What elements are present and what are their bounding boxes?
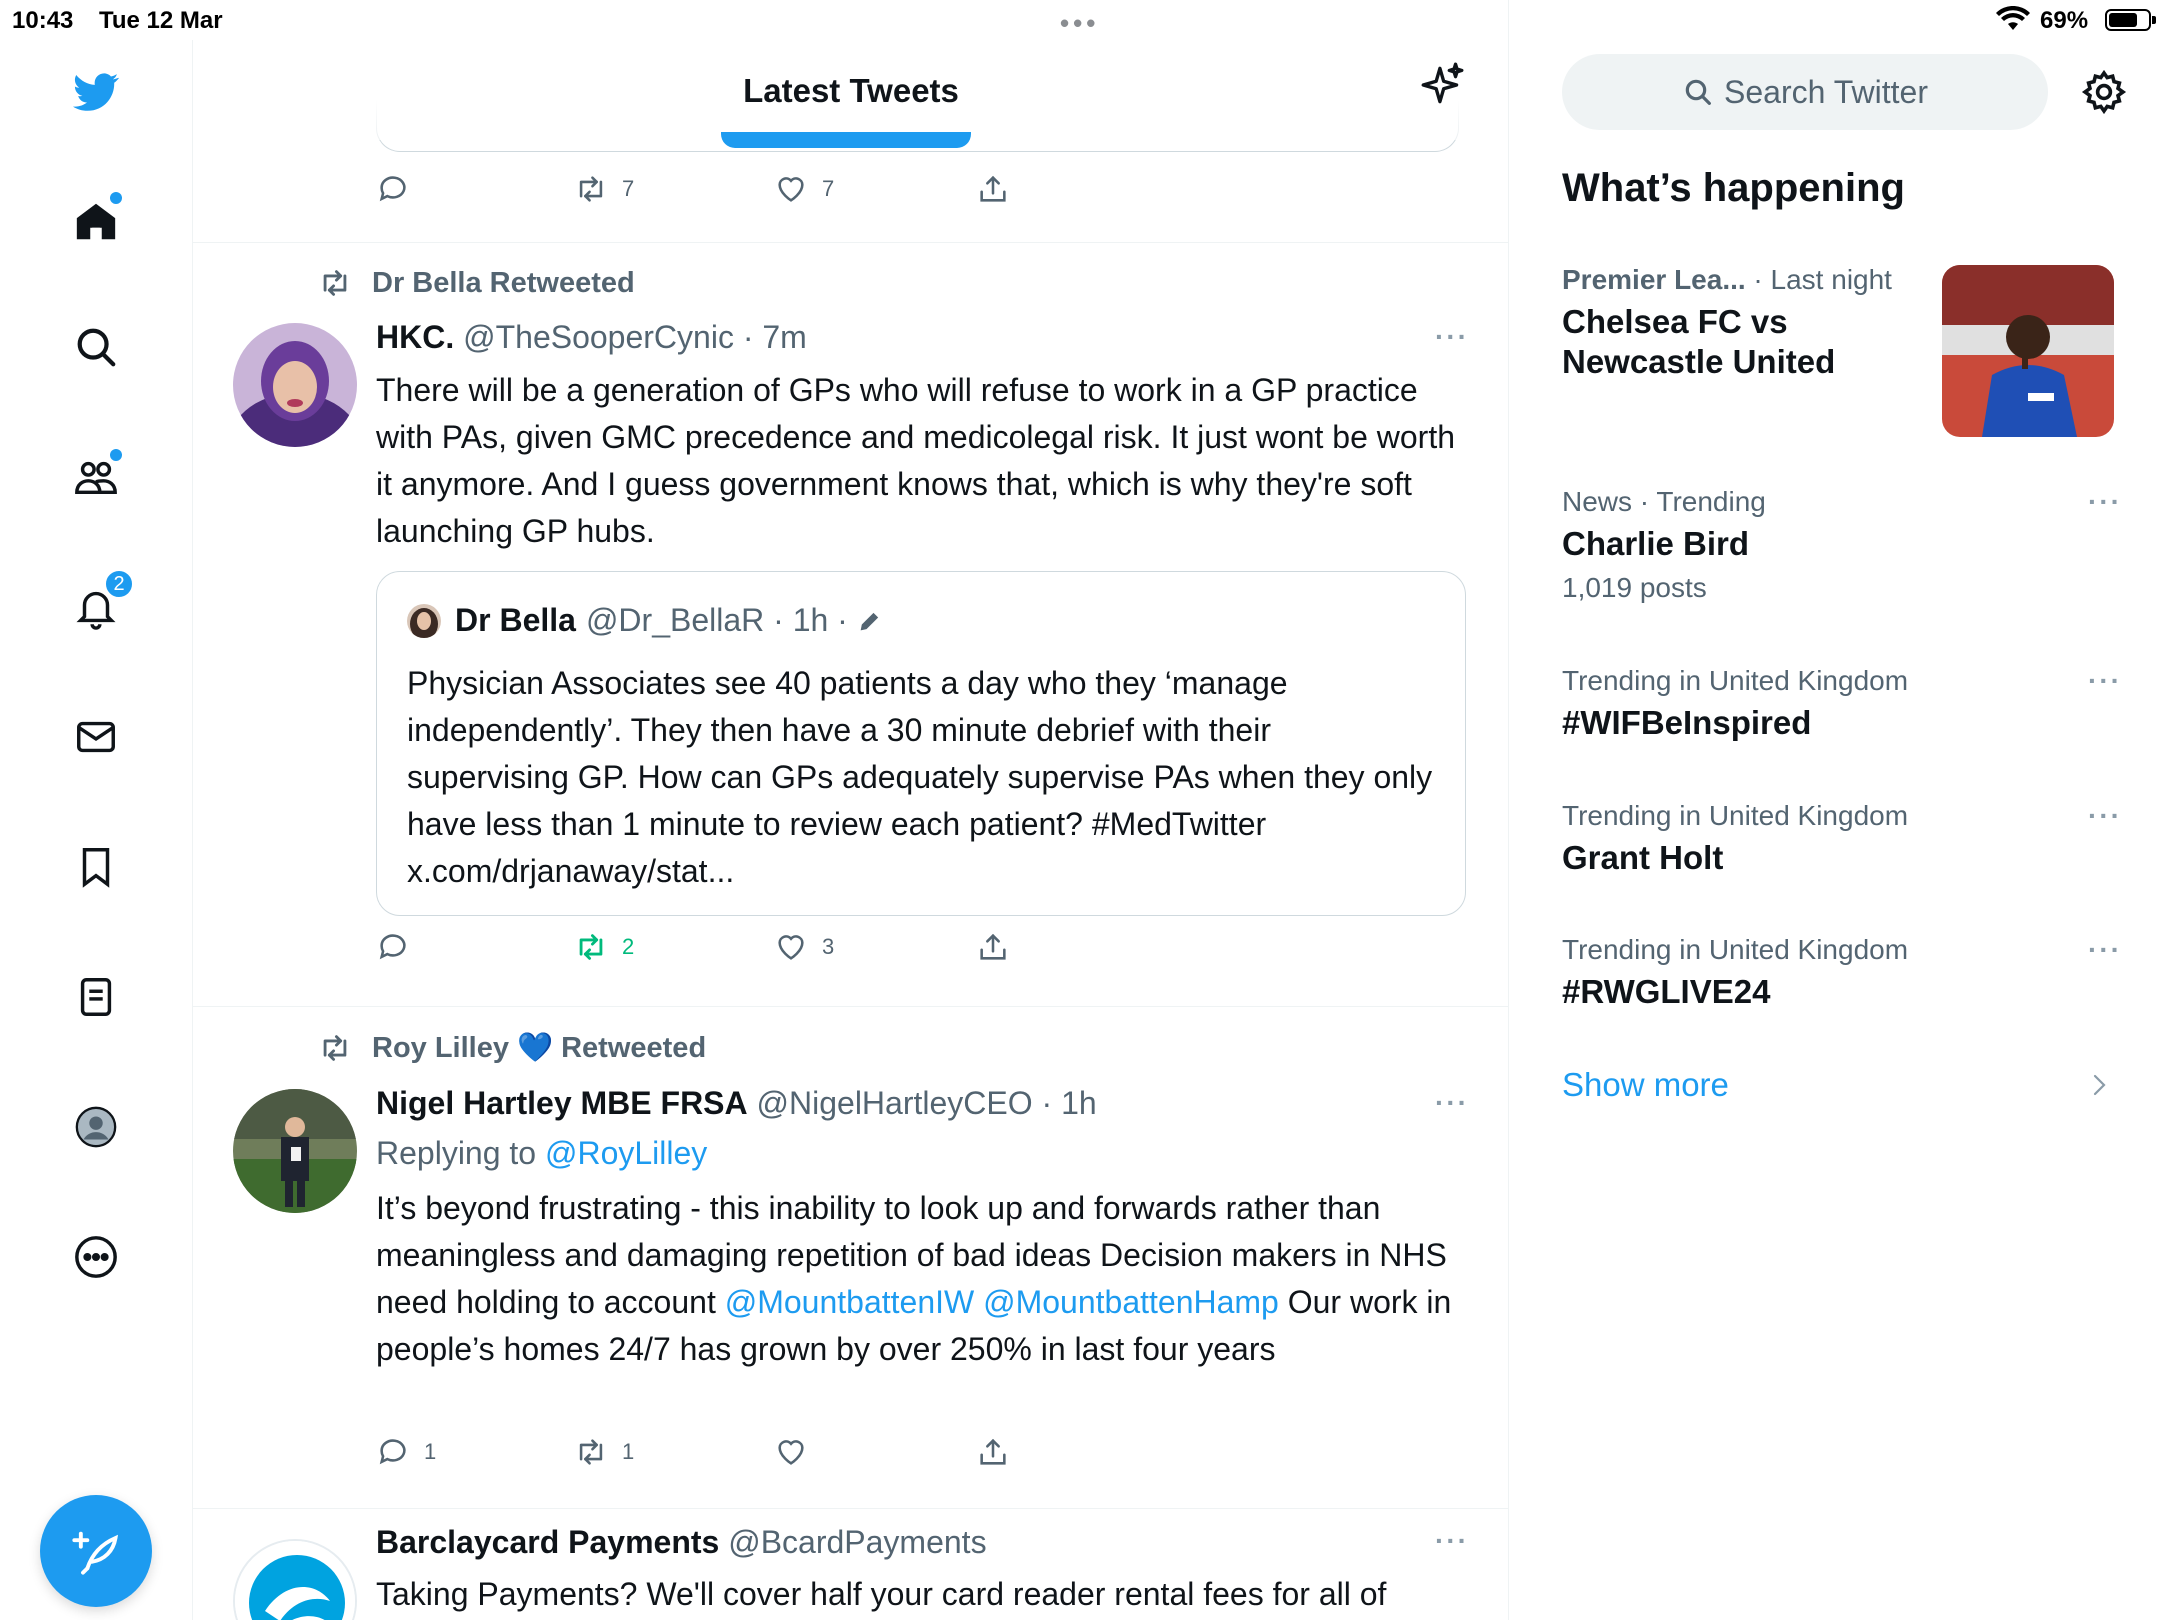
retweet-icon [316,266,354,300]
author-name[interactable]: HKC. [376,319,455,355]
reply-icon [376,930,410,964]
author-handle: @NigelHartleyCEO · 1h [756,1085,1097,1121]
status-date: Tue 12 Mar [99,7,223,34]
search-icon[interactable] [64,315,128,379]
settings-gear-icon[interactable] [2080,68,2128,116]
messages-icon[interactable] [64,705,128,769]
blue-heart-emoji: 💙 [517,1032,554,1064]
notifications-icon[interactable] [64,572,128,639]
retweet-icon [574,1435,608,1469]
reply-button[interactable] [376,930,424,964]
share-button[interactable] [976,1435,1024,1469]
search-icon [1682,76,1714,108]
more-icon[interactable]: ··· [2088,934,2122,965]
more-options-icon[interactable] [64,1225,128,1289]
timeline[interactable] [193,0,1509,1620]
trend-category: Premier Lea... [1562,264,1746,295]
quoted-tweet-header [407,602,884,639]
replying-to-link[interactable]: @RoyLilley [544,1135,708,1171]
trend-item[interactable] [1562,264,1932,382]
home-unread-dot [110,192,122,204]
trend-meta: Trending in United Kingdom [1562,934,1909,965]
trend-time: · Last night [1745,264,1892,295]
mention-link[interactable]: @MountbattenHamp [983,1284,1279,1320]
more-icon[interactable]: ··· [1435,321,1469,352]
trend-post-count: 1,019 posts [1562,572,1707,603]
notifications-badge: 2 [104,569,134,599]
trend-meta: Trending in United Kingdom [1562,665,1909,696]
compose-tweet-button[interactable] [40,1495,152,1607]
share-button[interactable] [976,930,1024,964]
wifi-icon [1995,6,2031,32]
avatar[interactable] [233,1539,357,1620]
trend-topic: #WIFBeInspired [1562,704,1812,741]
quoted-author-handle: @Dr_BellaR · 1h · [585,602,848,638]
retweeted-by-name[interactable]: Roy Lilley [372,1031,509,1064]
bookmarks-icon[interactable] [64,835,128,899]
profile-avatar-icon[interactable] [64,1095,128,1159]
show-more-link[interactable]: Show more [1562,1066,1729,1103]
chevron-right-icon[interactable] [2088,1070,2112,1100]
reply-button[interactable] [376,172,424,206]
retweeted-by-label: Dr Bella Retweeted [372,266,635,299]
author-name[interactable]: Nigel Hartley MBE FRSA [376,1085,748,1121]
like-count: 3 [822,934,835,959]
search-bar[interactable] [1562,54,2048,130]
tweet-header [376,319,807,356]
mention-link[interactable]: @MountbattenIW [724,1284,975,1320]
retweet-button[interactable] [574,1435,634,1469]
quoted-avatar[interactable] [407,604,441,638]
quoted-tweet[interactable] [376,571,1466,916]
previous-tweet-actions [376,172,1076,212]
heart-icon [774,930,808,964]
like-button[interactable] [774,172,834,206]
more-icon[interactable]: ··· [2088,665,2122,696]
page-title: Latest Tweets [743,72,959,109]
quoted-tweet-text: Physician Associates see 40 patients a day who they ‘manage independently’. They then have a 30 minute debrief with their supervising GP. How can GPs adequately supervise PAs when they only have less than 1 minute to review each patient? #MedTwitter x.com/drjanaway/stat... [407,665,1433,889]
whats-happening-title: What’s happening [1562,166,1905,210]
more-icon[interactable]: ··· [1435,1087,1469,1118]
replying-to-prefix: Replying to [376,1135,545,1171]
timeline-header [193,40,1509,140]
tweet-header [376,1524,987,1561]
retweet-icon [574,172,608,206]
retweet-count: 1 [622,1439,635,1464]
tweet-text: Taking Payments? We'll cover half your card reader rental fees for all of [376,1576,1387,1612]
twitter-logo-icon[interactable] [64,60,128,124]
sparkle-icon[interactable] [1417,60,1467,110]
trend-meta [1562,264,1932,296]
side-navigation [0,40,193,1620]
compose-feather-icon [70,1525,122,1577]
trend-thumbnail[interactable] [1942,265,2114,437]
share-button[interactable] [976,172,1024,206]
trend-meta: Trending in United Kingdom [1562,800,1909,831]
reply-icon [376,172,410,206]
tweet-header [376,1085,1097,1122]
more-icon[interactable]: ··· [2088,800,2122,831]
trend-topic: #RWGLIVE24 [1562,973,1771,1010]
trend-topic: Charlie Bird [1562,525,1750,562]
heart-icon [774,1435,808,1469]
tweet-text-part: It’s beyond frustrating - this inability to look up and forwards rather than meaningless and damaging repetition of bad ideas Decision makers in NHS need holding to account [376,1190,1447,1320]
home-icon[interactable] [64,190,128,254]
reply-count: 1 [424,1439,437,1464]
reply-button[interactable] [376,1435,436,1469]
share-icon [976,930,1010,964]
more-icon[interactable]: ··· [2088,486,2122,517]
avatar[interactable] [233,323,357,447]
author-handle: @TheSooperCynic · 7m [463,319,807,355]
retweet-button[interactable] [574,930,634,964]
tweet-text [376,1185,1466,1373]
more-icon[interactable]: ··· [1435,1525,1469,1556]
share-icon [976,1435,1010,1469]
communities-unread-dot [110,449,122,461]
trend-item[interactable] [1562,665,2122,743]
communities-icon[interactable] [64,445,128,509]
avatar[interactable] [233,1089,357,1213]
like-button[interactable] [774,1435,822,1469]
battery-percentage: 69% [2040,7,2089,34]
heart-icon [774,172,808,206]
retweet-count: 2 [622,934,635,959]
search-placeholder: Search Twitter [1724,73,1928,110]
quoted-author-name[interactable]: Dr Bella [455,602,576,638]
author-handle: @BcardPayments [728,1524,987,1560]
tweet-text-part: Our work in people’s homes 24/7 has grown by over 250% in last four years [376,1284,1452,1367]
edit-pencil-icon [856,607,884,635]
retweet-icon [316,1031,354,1065]
trend-item[interactable] [1562,934,2122,1012]
tweet-actions [376,930,1076,970]
share-icon [976,172,1010,206]
tweet-card[interactable] [193,243,1509,1003]
retweeted-by-line [316,1031,706,1065]
tweet-card[interactable] [193,1509,1509,1620]
status-time: 10:43 [12,7,74,34]
retweet-button[interactable] [574,172,634,206]
retweeted-by-line [316,266,635,300]
trend-topic: Chelsea FC vs Newcastle United [1562,303,1836,380]
retweet-icon [574,930,608,964]
trend-topic: Grant Holt [1562,839,1724,876]
reply-icon [376,1435,410,1469]
trend-item[interactable] [1562,486,2122,604]
retweet-count: 7 [622,176,635,201]
right-sidebar [1510,40,2160,1620]
retweeted-label: Retweeted [561,1031,707,1064]
new-tweets-pill[interactable] [721,132,971,148]
tweet-text: There will be a generation of GPs who will refuse to work in a GP practice with PAs, given GMC precedence and medicolegal risk. It just wont be worth it anymore. And I guess government knows that, which is why they're soft launching GP hubs. [376,372,1456,549]
lists-icon[interactable] [64,965,128,1029]
like-count: 7 [822,176,835,201]
replying-to-line [376,1135,707,1172]
like-button[interactable] [774,930,834,964]
trend-meta: News · Trending [1562,486,1766,517]
battery-icon [2105,9,2151,31]
tweet-card[interactable] [193,1007,1509,1507]
author-name[interactable]: Barclaycard Payments [376,1524,720,1560]
multitasking-dots-icon[interactable]: ••• [1060,8,1100,38]
tweet-actions [376,1435,1076,1475]
trend-item[interactable] [1562,800,2122,878]
